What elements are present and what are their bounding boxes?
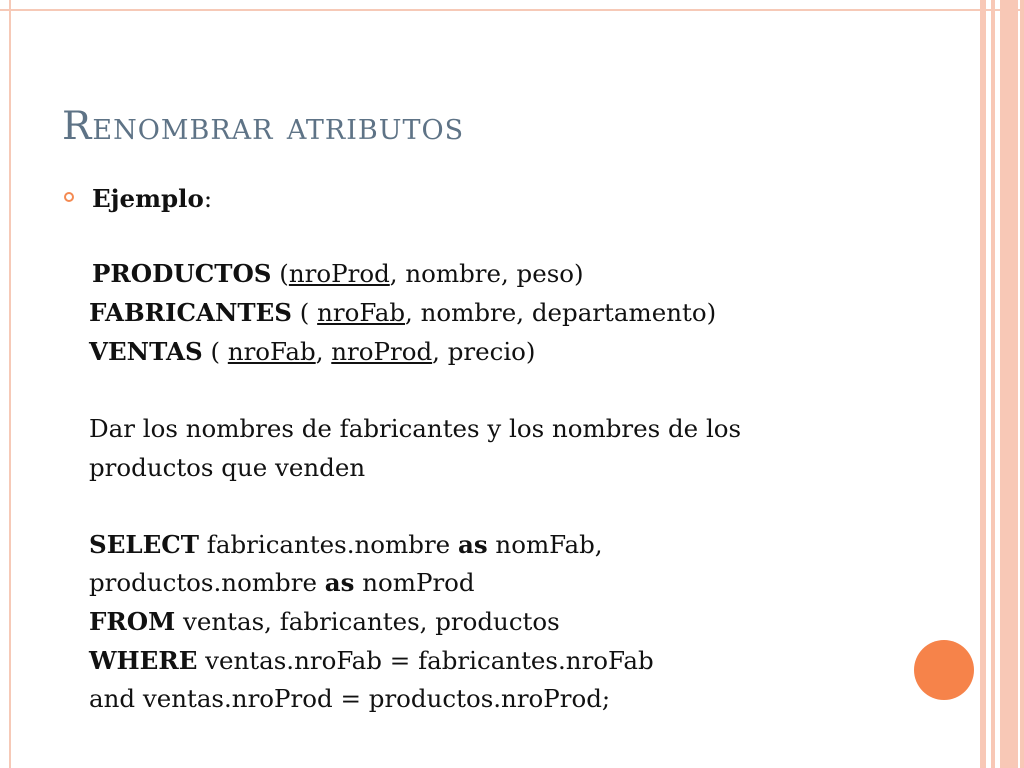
relation-attributes: , nombre, peso) [389, 259, 584, 288]
example-label: Ejemplo [92, 184, 204, 213]
sql-keyword: as [457, 530, 488, 559]
key-attribute: nroFab [317, 298, 406, 327]
relation-name: FABRICANTES [89, 298, 292, 327]
example-colon: : [203, 184, 213, 213]
relation-open: ( [271, 259, 289, 288]
slide-title: Renombrar atributos [62, 104, 465, 149]
sql-text: nomFab, [487, 530, 603, 559]
relation-name: PRODUCTOS [92, 259, 272, 288]
sql-select-line [89, 530, 603, 560]
key-attribute: nroFab [227, 337, 316, 366]
sql-from-line [89, 607, 560, 637]
bullet-line [92, 184, 212, 214]
relation-open: ( [202, 337, 228, 366]
sql-keyword: FROM [89, 607, 176, 636]
relation-attributes: , precio) [432, 337, 536, 366]
sql-text: fabricantes.nombre [199, 530, 458, 559]
sql-text: productos.nombre [89, 568, 325, 597]
sql-and-line: and ventas.nroProd = productos.nroProd; [89, 684, 611, 713]
sql-keyword: SELECT [89, 530, 199, 559]
relation-name: VENTAS [89, 337, 203, 366]
sql-select-line-2 [89, 568, 475, 598]
sql-where-line [89, 646, 654, 676]
sql-keyword: WHERE [89, 646, 198, 675]
key-separator: , [315, 337, 332, 366]
question-line-1: Dar los nombres de fabricantes y los nombres de los [89, 414, 742, 443]
key-attribute: nroProd [331, 337, 433, 366]
sql-text: ventas, fabricantes, productos [175, 607, 560, 636]
sql-text: ventas.nroFab = fabricantes.nroFab [197, 646, 654, 675]
sql-keyword: as [324, 568, 355, 597]
schema-productos [92, 259, 584, 289]
relation-attributes: , nombre, departamento) [405, 298, 717, 327]
sql-text: nomProd [354, 568, 475, 597]
question-line-2: productos que venden [89, 453, 366, 482]
decorative-circle [914, 640, 974, 700]
key-attribute: nroProd [288, 259, 390, 288]
relation-open: ( [292, 298, 318, 327]
schema-fabricantes [89, 298, 716, 328]
schema-ventas [89, 337, 535, 367]
